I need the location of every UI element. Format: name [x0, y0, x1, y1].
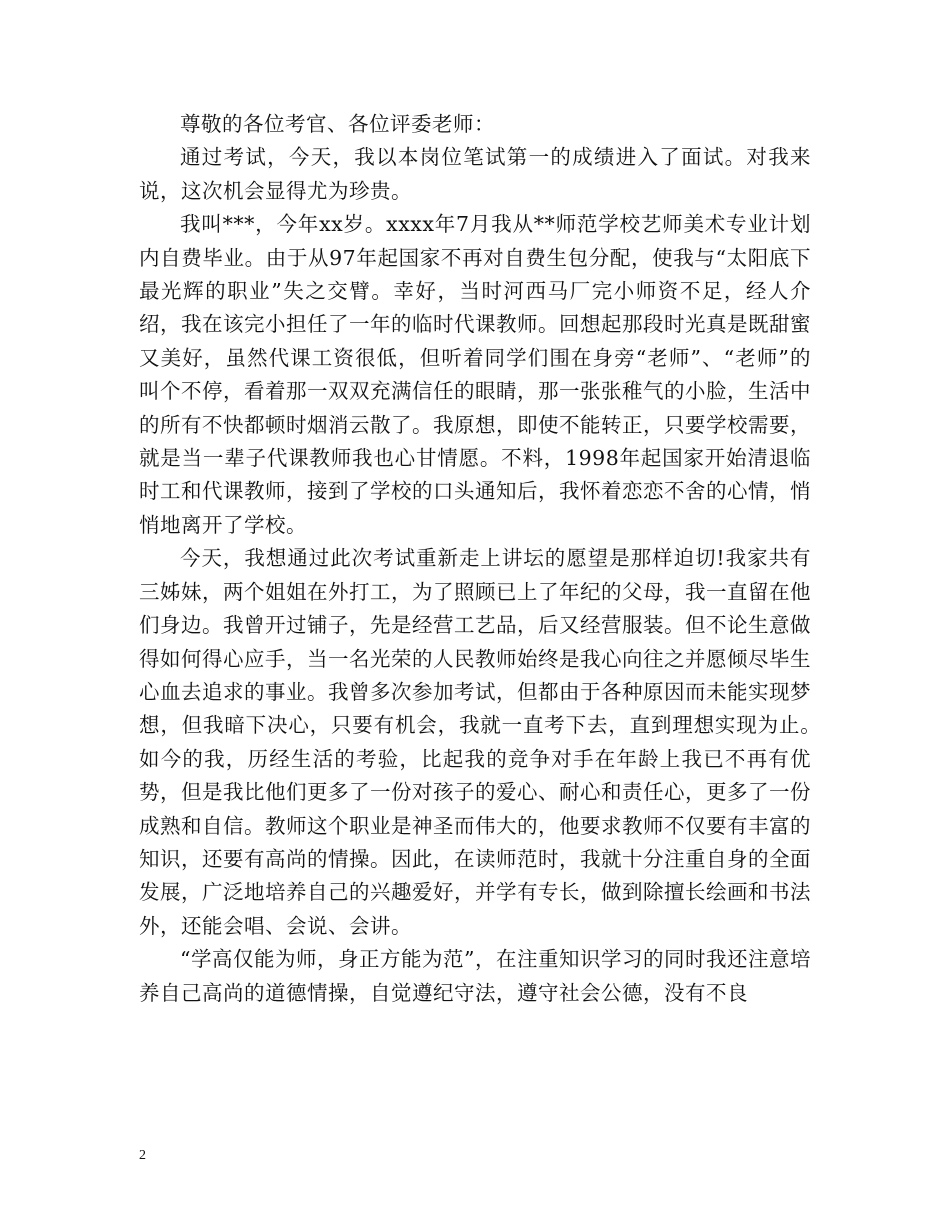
document-body: [139, 108, 853, 1010]
paragraph: 通过考试，今天，我以本岗位笔试第一的成绩进入了面试。对我来说，这次机会显得尤为珍贵。: [139, 145, 811, 203]
paragraph: “学高仅能为师，身正方能为范”，在注重知识学习的同时我还注意培养自己高尚的道德情操，自觉遵纪守法，遵守社会公德，没有不良: [139, 947, 811, 1005]
page-number: 2: [139, 1148, 146, 1163]
greeting: 尊敬的各位考官、各位评委老师：: [180, 112, 495, 136]
paragraph: 我叫***，今年xx岁。xxxx年7月我从**师范学校艺师美术专业计划内自费毕业。由于从97年起国家不再对自费生包分配，使我与“太阳底下最光辉的职业”失之交臂。幸好，当时河西马厂完小师资不足，经人介绍，我在该完小担任了一年的临时代课教师。回想起那段时光真是既甜蜜又美好，虽然代课工资很低，但听着同学们围在身旁“老师”、“老师”的叫个不停，看着那一双双充满信任的眼睛，那一张张稚气的小脸，生活中的所有不快都顿时烟消云散了。我原想，即使不能转正，只要学校需要，就是当一辈子代课教师我也心甘情愿。不料，1998年起国家开始清退临时工和代课教师，接到了学校的口头通知后，我怀着恋恋不舍的心情，悄悄地离开了学校。: [139, 212, 811, 537]
paragraph: 今天，我想通过此次考试重新走上讲坛的愿望是那样迫切!我家共有三姊妹，两个姐姐在外打工，为了照顾已上了年纪的父母，我一直留在他们身边。我曾开过铺子，先是经营工艺品，后又经营服装。但不论生意做得如何得心应手，当一名光荣的人民教师始终是我心向往之并愿倾尽毕生心血去追求的事业。我曾多次参加考试，但都由于各种原因而未能实现梦想，但我暗下决心，只要有机会，我就一直考下去，直到理想实现为止。 如今的我，历经生活的考验，比起我的竞争对手在年龄上我已不再有优势，但是我比他们更多了一份对孩子的爱心、耐心和责任心，更多了一份成熟和自信。教师这个职业是神圣而伟大的，他要求教师不仅要有丰富的知识，还要有高尚的情操。因此，在读师范时，我就十分注重自身的全面发展，广泛地培养自己的兴趣爱好，并学有专长，做到除擅长绘画和书法外，还能会唱、会说、会讲。: [139, 546, 853, 938]
